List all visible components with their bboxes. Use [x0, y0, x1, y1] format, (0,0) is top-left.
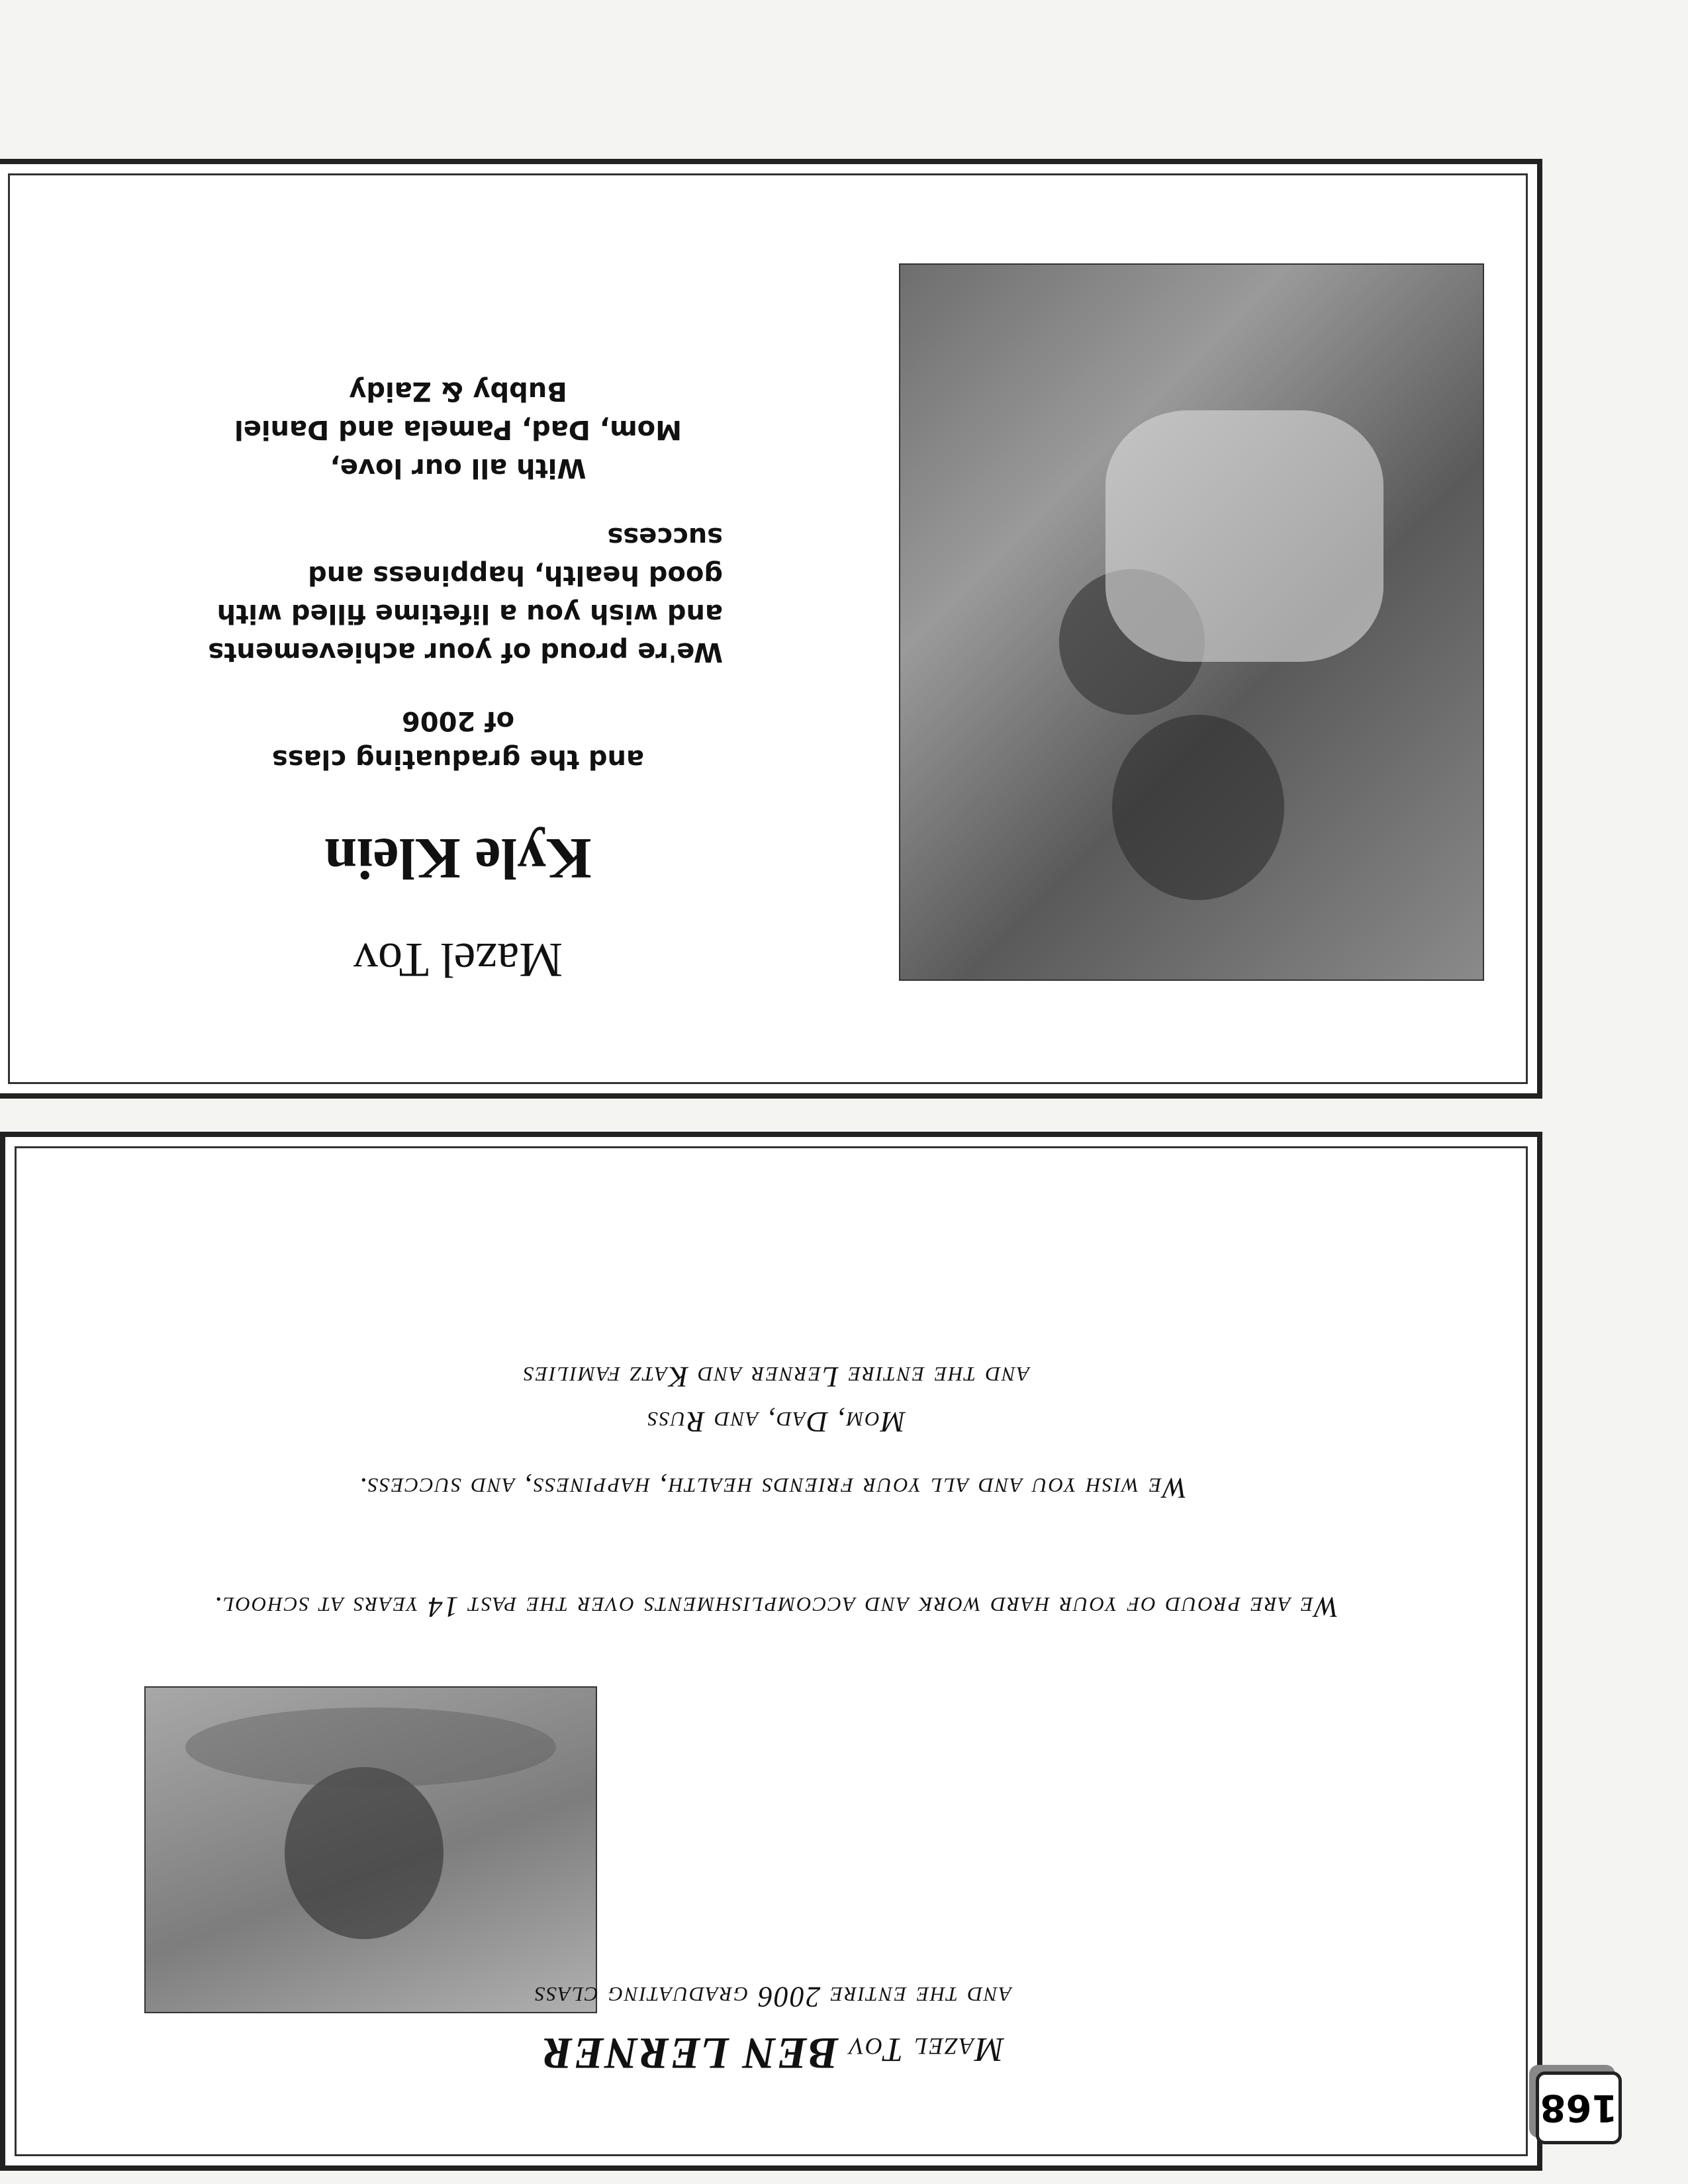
class-line	[61, 702, 855, 778]
greeting: Mazel Tov	[353, 933, 563, 987]
message-paragraph-1: We are proud of your hard work and accomplishments over the past 14 years at school.	[212, 1591, 1339, 1623]
signature-line-1: Mom, Dad, and Russ	[646, 1406, 906, 1438]
ben-ad-header	[81, 2027, 1464, 2079]
page-number: 168	[1540, 2086, 1618, 2130]
page-number-badge	[1536, 2071, 1622, 2144]
honoree-name: Kyle Klein	[324, 826, 592, 890]
honoree-name: BEN LERNER	[541, 2028, 839, 2079]
signature-line-1: With all our love,	[330, 453, 586, 483]
ben-ad-text	[81, 1360, 1464, 2106]
signature-line-2: and the entire Lerner and Katz families	[522, 1360, 1030, 1393]
greeting: Mazel Tov	[848, 2030, 1004, 2068]
signature	[114, 1354, 1438, 1444]
message-paragraph-2: We wish you and all your friends health, happiness, and success.	[357, 1472, 1188, 1504]
ben-lerner-ad	[0, 1132, 1542, 2171]
class-line-1: and the graduating class	[271, 744, 645, 774]
class-line-2: of 2006	[401, 705, 515, 736]
child-photo	[144, 1686, 597, 2013]
kyle-ad-text	[61, 341, 855, 987]
kyle-klein-ad	[0, 159, 1542, 1099]
signature-line-3: Bubby & Zaidy	[349, 376, 567, 406]
message: We're proud of your achievements and wish you a lifetime filled with good health, happiness and success	[208, 522, 723, 667]
signature	[61, 372, 855, 487]
child-photo	[899, 263, 1484, 981]
signature-line-2: Mom, Dad, Pamela and Daniel	[234, 414, 682, 445]
subtitle: and the entire 2006 graduating class	[534, 1981, 1011, 2013]
